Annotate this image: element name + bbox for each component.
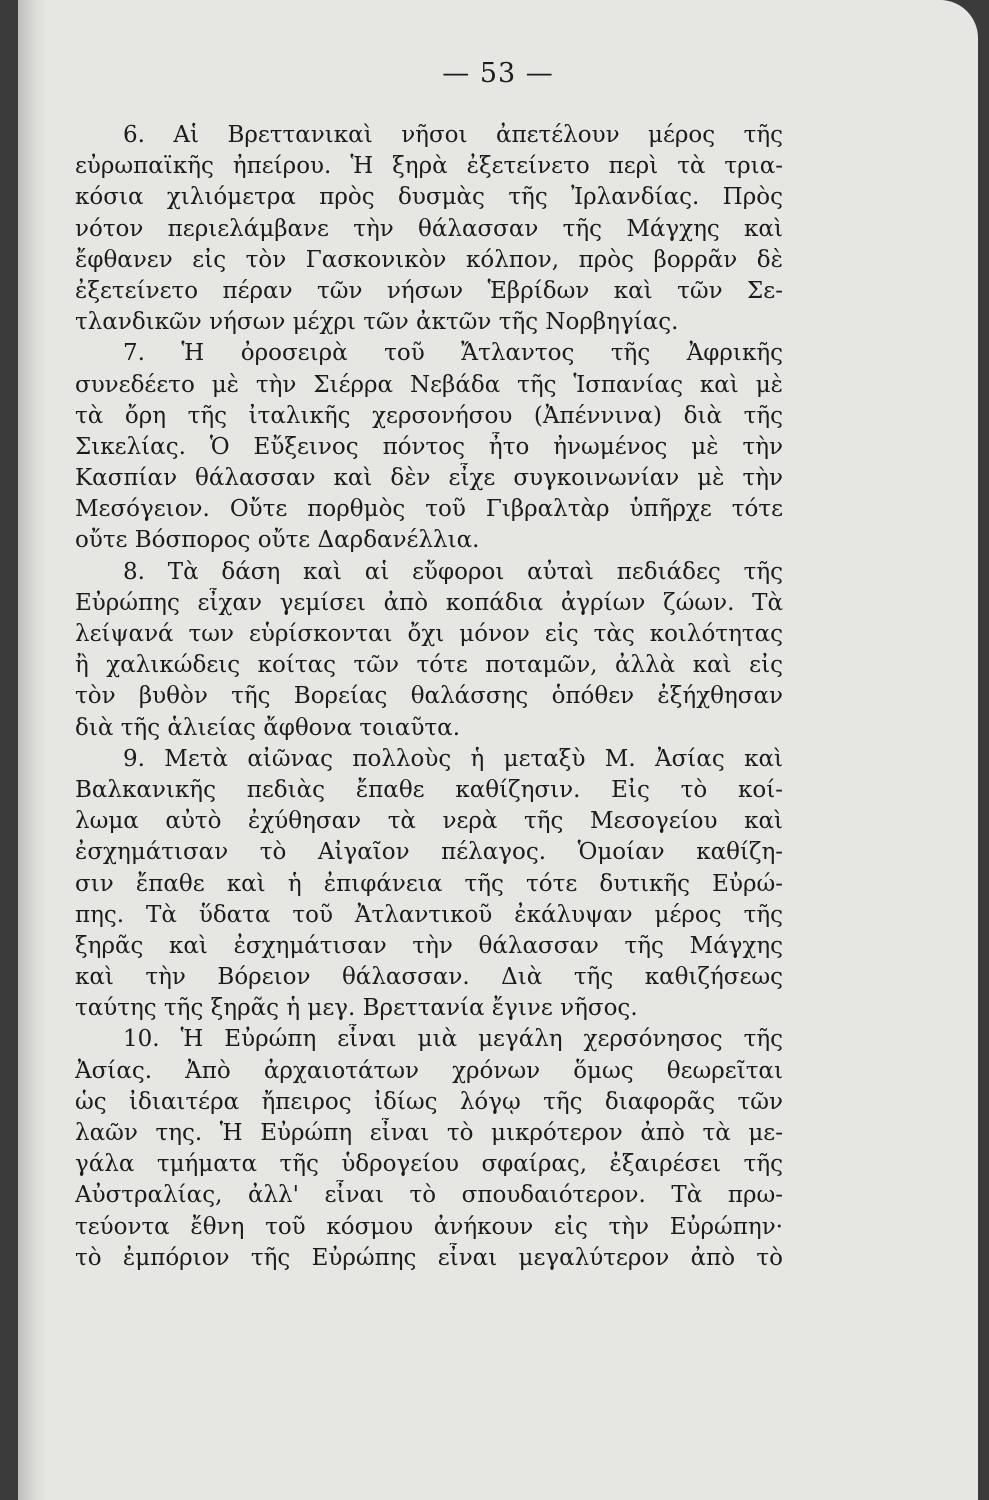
text-line: τλανδικῶν νήσων μέχρι τῶν ἀκτῶν τῆς Νορβηγίας. (75, 309, 679, 336)
page-binding-edge (18, 0, 48, 1500)
text-line: λαῶν της. Ἡ Εὐρώπη εἶναι τὸ μικρότερον ἀπὸ τὰ με- (75, 1120, 783, 1146)
text-line: ἐξετείνετο πέραν τῶν νήσων Ἑβρίδων καὶ τῶν Σε- (75, 277, 783, 304)
text-line: κόσια χιλιόμετρα πρὸς δυσμὰς τῆς Ἰρλανδίας. Πρὸς (75, 184, 783, 211)
text-line: Μεσόγειον. Οὔτε πορθμὸς τοῦ Γιβραλτὰρ ὑπῆρχε τότε (75, 496, 783, 523)
page-number: — 53 — (442, 58, 554, 89)
text-line: τὸν βυθὸν τῆς Βορείας θαλάσσης ὁπόθεν ἐξήχθησαν (75, 683, 783, 710)
text-line: λείψανά των εὑρίσκονται ὄχι μόνον εἰς τὰς κοιλότητας (75, 621, 783, 647)
text-line: Βαλκανικῆς πεδιὰς ἔπαθε καθίζησιν. Εἰς τὸ κοί- (75, 776, 783, 803)
text-line: τὸ ἐμπόριον τῆς Εὐρώπης εἶναι μεγαλύτερον ἀπὸ τὸ (75, 1244, 783, 1271)
book-page (18, 0, 978, 1500)
text-line: 7. Ἡ ὀροσειρὰ τοῦ Ἄτλαντος τῆς Ἀφρικῆς (123, 340, 783, 367)
page-body-text (75, 120, 783, 1274)
text-line: εὐρωπαϊκῆς ἠπείρου. Ἡ ξηρὰ ἐξετείνετο περὶ τὰ τρια- (75, 153, 783, 180)
text-line: γάλα τμήματα τῆς ὑδρογείου σφαίρας, ἐξαιρέσει τῆς (75, 1151, 783, 1178)
text-line: Αὐστραλίας, ἀλλ' εἶναι τὸ σπουδαιότερον. Τὰ πρω- (75, 1182, 783, 1209)
text-line: Κασπίαν θάλασσαν καὶ δὲν εἶχε συγκοινωνίαν μὲ τὴν (75, 465, 783, 492)
text-line: συνεδέετο μὲ τὴν Σιέρρα Νεβάδα τῆς Ἱσπανίας καὶ μὲ (75, 371, 783, 398)
text-line: 10. Ἡ Εὐρώπη εἶναι μιὰ μεγάλη χερσόνησος τῆς (123, 1026, 783, 1053)
text-line: ὡς ἰδιαιτέρα ἤπειρος ἰδίως λόγῳ τῆς διαφορᾶς τῶν (75, 1088, 783, 1115)
text-line: 8. Τὰ δάση καὶ αἱ εὔφοροι αὐταὶ πεδιάδες τῆς (123, 558, 783, 585)
text-line: ἢ χαλικώδεις κοίτας τῶν τότε ποταμῶν, ἀλλὰ καὶ εἰς (75, 652, 783, 679)
text-line: οὔτε Βόσπορος οὔτε Δαρδανέλλια. (75, 527, 480, 554)
text-line: ξηρᾶς καὶ ἐσχημάτισαν τὴν θάλασσαν τῆς Μάγχης (75, 932, 783, 959)
text-line: τὰ ὄρη τῆς ἰταλικῆς χερσονήσου (Ἀπέννινα) διὰ τῆς (75, 402, 783, 429)
text-line: πης. Τὰ ὕδατα τοῦ Ἀτλαντικοῦ ἐκάλυψαν μέρος τῆς (75, 901, 783, 928)
text-line: ἔφθανεν εἰς τὸν Γασκονικὸν κόλπον, πρὸς βορρᾶν δὲ (75, 246, 783, 273)
text-line: 9. Μετὰ αἰῶνας πολλοὺς ἡ μεταξὺ Μ. Ἀσίας καὶ (123, 745, 783, 772)
text-line: σιν ἔπαθε καὶ ἡ ἐπιφάνεια τῆς τότε δυτικῆς Εὐρώ- (75, 870, 783, 897)
text-line: Εὐρώπης εἶχαν γεμίσει ἀπὸ κοπάδια ἀγρίων ζώων. Τὰ (75, 589, 783, 616)
text-line: Ἀσίας. Ἀπὸ ἀρχαιοτάτων χρόνων ὅμως θεωρεῖται (75, 1057, 783, 1084)
text-line: διὰ τῆς ἁλιείας ἄφθονα τοιαῦτα. (75, 714, 461, 741)
text-line: λωμα αὐτὸ ἐχύθησαν τὰ νερὰ τῆς Μεσογείου καὶ (75, 808, 783, 835)
text-line: ταύτης τῆς ξηρᾶς ἡ μεγ. Βρεττανία ἔγινε νῆσος. (75, 995, 638, 1022)
text-line: ἐσχημάτισαν τὸ Αἰγαῖον πέλαγος. Ὁμοίαν καθίζη- (75, 839, 783, 866)
text-line: τεύοντα ἔθνη τοῦ κόσμου ἀνήκουν εἰς τὴν Εὐρώπην· (75, 1213, 783, 1240)
text-line: καὶ τὴν Βόρειον θάλασσαν. Διὰ τῆς καθιζήσεως (75, 964, 783, 991)
text-line: νότον περιελάμβανε τὴν θάλασσαν τῆς Μάγχης καὶ (75, 215, 783, 242)
text-line: Σικελίας. Ὁ Εὔξεινος πόντος ἦτο ἠνωμένος μὲ τὴν (75, 433, 783, 460)
text-line: 6. Αἱ Βρεττανικαὶ νῆσοι ἀπετέλουν μέρος τῆς (123, 122, 783, 148)
